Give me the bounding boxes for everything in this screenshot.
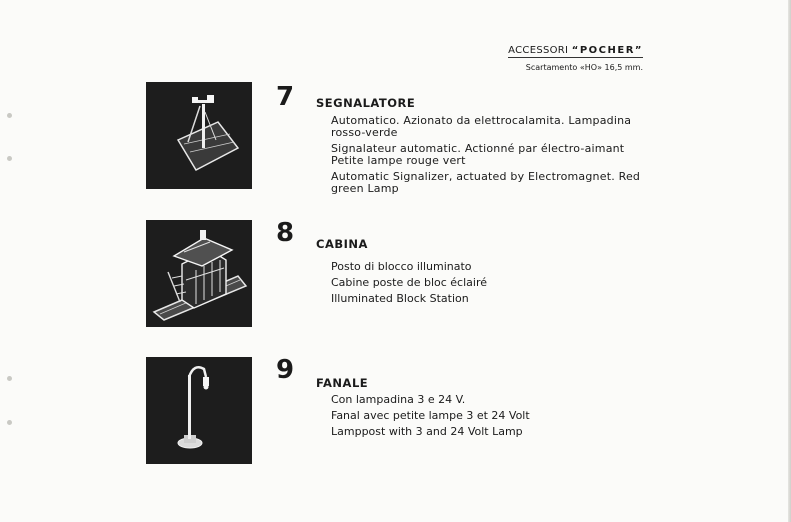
item-number: 7: [276, 82, 295, 112]
punch-hole-1: [7, 113, 12, 118]
catalog-item-8: [146, 220, 666, 330]
item-description: [331, 261, 646, 309]
item-name: CABINA: [316, 237, 368, 251]
description-french: Fanal avec petite lampe 3 et 24 Volt: [331, 409, 530, 422]
description-italian: Automatico. Azionato da elettrocalamita. Lampadina rosso-verde: [331, 114, 632, 139]
cabin-illustration: [146, 220, 252, 327]
header-subtitle: Scartamento «HO» 16,5 mm.: [525, 63, 643, 72]
header-brand: “POCHER”: [571, 45, 643, 56]
description-italian: Con lampadina 3 e 24 V.: [331, 393, 466, 406]
catalog-item-7: [146, 82, 666, 195]
signal-illustration: [146, 82, 252, 189]
item-name: SEGNALATORE: [316, 96, 416, 110]
description-english: Lamppost with 3 and 24 Volt Lamp: [331, 425, 523, 438]
description-french: Cabine poste de bloc éclairé: [331, 276, 487, 289]
punch-hole-4: [7, 420, 12, 425]
lamppost-photo: [146, 357, 252, 464]
catalog-header: [383, 38, 643, 72]
header-title-prefix: ACCESSORI: [508, 45, 569, 56]
lamppost-illustration: [146, 357, 252, 464]
description-english: Automatic Signalizer, actuated by Electromagnet. Red green Lamp: [331, 170, 641, 195]
item-number: 8: [276, 218, 295, 248]
item-number: 9: [276, 355, 295, 385]
item-description: [331, 115, 646, 199]
description-english: Illuminated Block Station: [331, 292, 469, 305]
signal-photo: [146, 82, 252, 189]
catalog-item-9: [146, 357, 666, 467]
description-italian: Posto di blocco illuminato: [331, 260, 472, 273]
punch-hole-3: [7, 376, 12, 381]
punch-hole-2: [7, 156, 12, 161]
item-description: [331, 394, 646, 442]
item-name: FANALE: [316, 376, 369, 390]
description-french: Signalateur automatic. Actionné par électro-aimant Petite lampe rouge vert: [331, 142, 625, 167]
header-title: [508, 45, 643, 58]
cabin-photo: [146, 220, 252, 327]
